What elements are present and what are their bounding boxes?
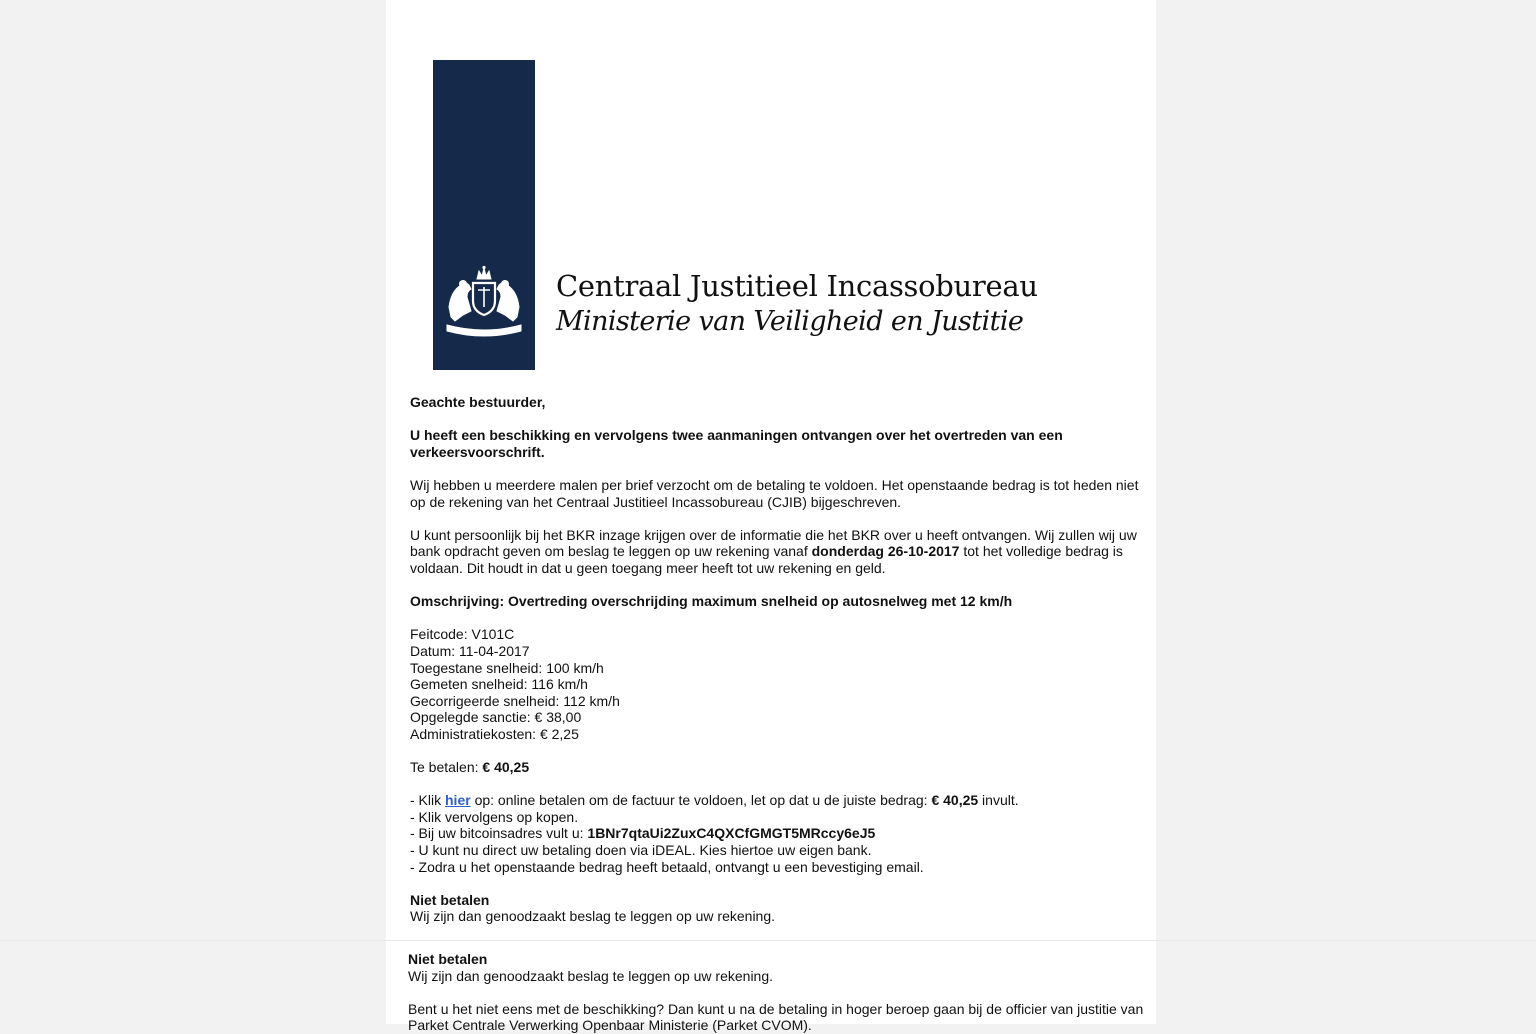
detail-line: Toegestane snelheid: 100 km/h [410, 659, 604, 676]
detail-line: Gecorrigeerde snelheid: 112 km/h [410, 692, 620, 709]
step-3-text: - Bij uw bitcoinsadres vult u: [410, 825, 588, 842]
organization-title [556, 268, 1038, 340]
footer-not-pay-title: Niet betalen [408, 951, 488, 967]
payment-link[interactable]: hier [445, 792, 471, 809]
organization-name: Centraal Justitieel Incassobureau [556, 269, 1038, 303]
footer-not-pay-text: Wij zijn dan genoodzaakt beslag te leggen op uw rekening. [408, 967, 774, 984]
step-1-amount: € 40,25 [931, 792, 979, 809]
step-5: - Zodra u het openstaande bedrag heeft betaald, ontvangt u een bevestiging email. [410, 858, 924, 875]
violation-description: Omschrijving: Overtreding overschrijding maximum snelheid op autosnelweg met 12 km/h [410, 593, 1013, 610]
payment-steps [410, 792, 1140, 875]
amount-due-value: € 40,25 [482, 759, 530, 776]
intro-text: U heeft een beschikking en vervolgens twee aanmaningen ontvangen over het overtreden van een verkeersvoorschrift. [410, 427, 1063, 460]
detail-line: Datum: 11-04-2017 [410, 642, 530, 659]
step-1-prefix: - Klik [410, 792, 445, 809]
step-2: - Klik vervolgens op kopen. [410, 808, 579, 825]
email-body [386, 0, 1156, 1024]
logo-bar [433, 60, 535, 370]
royal-crest-icon [441, 265, 527, 341]
step-4: - U kunt nu direct uw betaling doen via iDEAL. Kies hiertoe uw eigen bank. [410, 842, 872, 859]
seizure-date: donderdag 26-10-2017 [811, 543, 960, 560]
not-pay-section [410, 892, 1140, 925]
amount-due-label: Te betalen: [410, 759, 483, 776]
paragraph-payment-request: Wij hebben u meerdere malen per brief verzocht om de betaling te voldoen. Het openstaande bedrag is tot heden niet op de rekening van het Centraal Justitieel Incassobureau (CJIB) bijgeschreven. [410, 476, 1139, 510]
step-3 [410, 825, 1140, 842]
not-pay-text: Wij zijn dan genoodzaakt beslag te leggen op uw rekening. [410, 908, 776, 925]
paragraph-bkr-end: tot het volledige bedrag is voldaan. Dit houdt in dat u geen toegang meer heeft tot uw rekening en geld. [410, 543, 1123, 576]
detail-line: Administratiekosten: € 2,25 [410, 725, 579, 742]
step-1-suffix: invult. [978, 792, 1019, 809]
amount-due [410, 759, 1140, 776]
paragraph-bkr [410, 527, 1140, 577]
bitcoin-address: 1BNr7qtaUi2ZuxC4QXCfGMGT5MRccy6eJ5 [587, 825, 876, 842]
violation-details [410, 626, 1140, 742]
detail-line: Gemeten snelheid: 116 km/h [410, 676, 588, 693]
step-1-text: op: online betalen om de factuur te voldoen, let op dat u de juiste bedrag: [470, 792, 932, 809]
paragraph-bkr-start: U kunt persoonlijk bij het BKR inzage krijgen over de informatie die het BKR over u heeft ontvangen. Wij zullen wij uw bank opdracht geven om beslag te leggen op uw rekening vanaf [410, 526, 1137, 560]
not-pay-title: Niet betalen [410, 891, 490, 908]
greeting: Geachte bestuurder, [410, 394, 546, 410]
letter-content [410, 394, 1140, 925]
detail-line: Opgelegde sanctie: € 38,00 [410, 709, 582, 726]
ministry-name: Ministerie van Veiligheid en Justitie [556, 306, 1024, 337]
footer-section [408, 951, 1148, 1034]
step-1 [410, 792, 1140, 809]
detail-line: Feitcode: V101C [410, 626, 515, 643]
objection-text: Bent u het niet eens met de beschikking? Dan kunt u na de betaling in hoger beroep gaan bij de officier van justitie van Parket Centrale Verwerking Openbaar Ministerie (Parket CVOM). [408, 1000, 1144, 1034]
